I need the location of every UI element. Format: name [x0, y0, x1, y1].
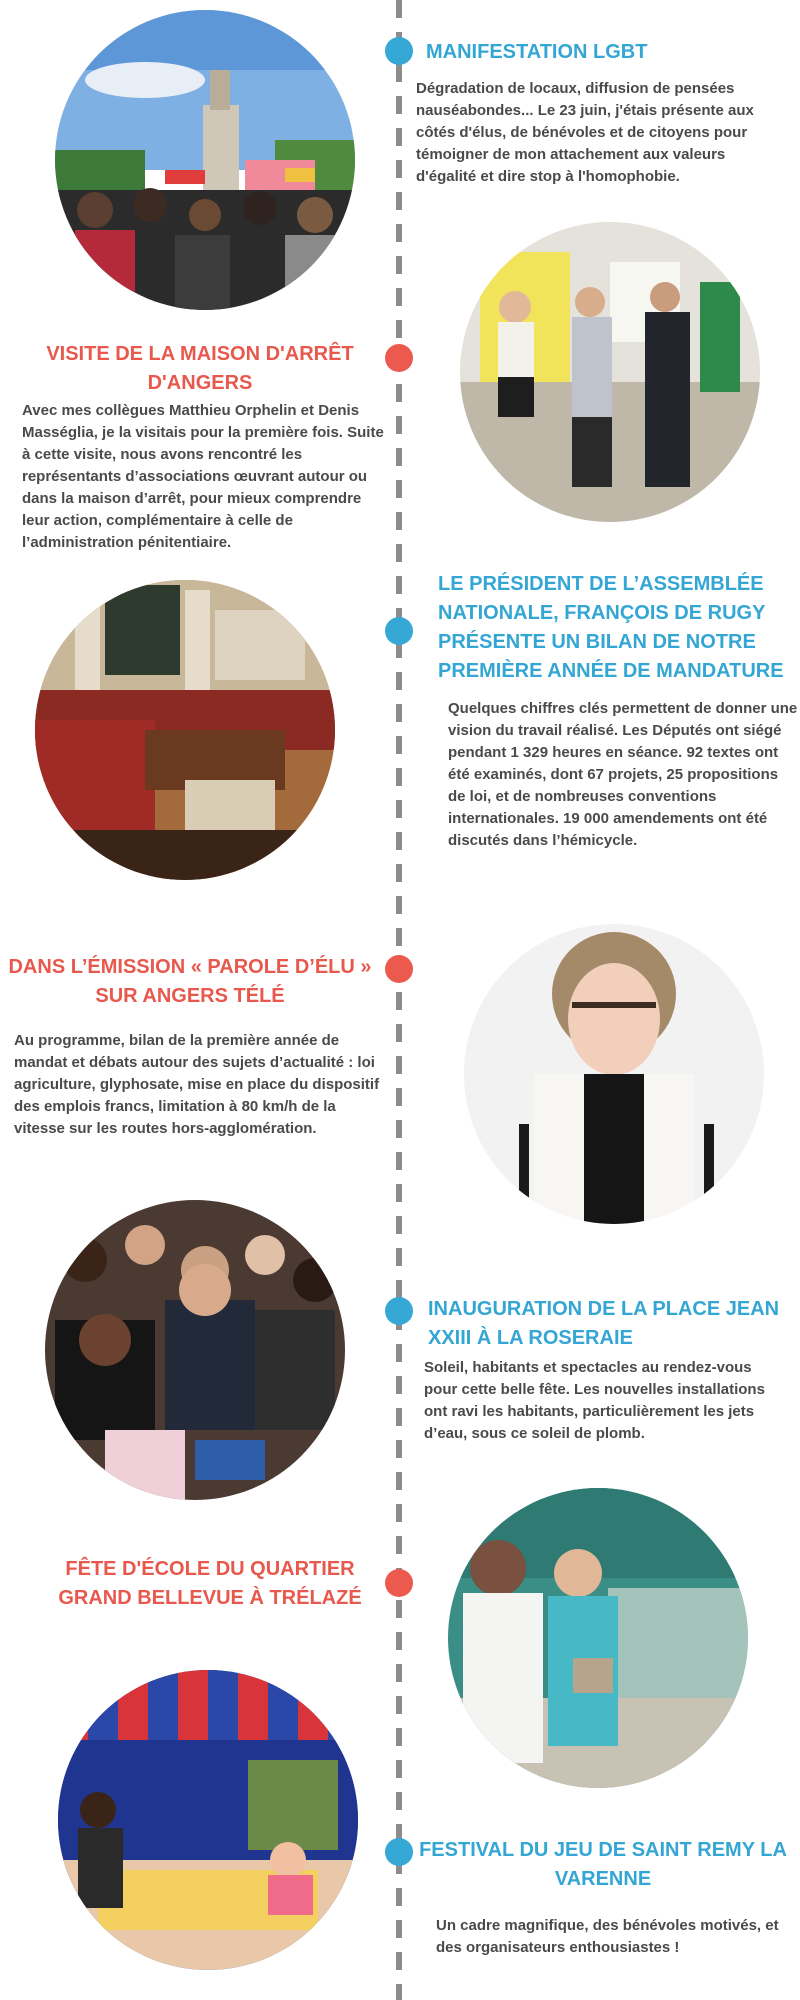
item-title: FESTIVAL DU JEU DE SAINT REMY LA VARENNE — [419, 1839, 787, 1890]
item-title: DANS L’ÉMISSION « PAROLE D’ÉLU » SUR ANGERS TÉLÉ — [8, 956, 372, 1007]
item-text: Avec mes collègues Matthieu Orphelin et Denis Masséglia, je la visitais pour la première fois. Suite à cette visite, nous avons rencontré les représentants d’associations œuvrant autour ou dans la maison d’arrêt, pour mieux comprendre leur action, complémentaire à celle de l’administration pénitentiaire. — [22, 402, 384, 551]
item-text: Soleil, habitants et spectacles au rendez-vous pour cette belle fête. Les nouvelles installations ont ravi les habitants, particulièrement les jets d’eau, sous ce soleil de plomb. — [424, 1359, 765, 1442]
timeline-dot — [385, 1297, 413, 1325]
item-text: Au programme, bilan de la première année de mandat et débats autour des sujets d’actualité : loi agriculture, glyphosate, mise en place du dispositif des emplois francs, limitation à 80 km/h de la vitesse sur les routes hors-agglomération. — [14, 1032, 380, 1137]
item-text: Un cadre magnifique, des bénévoles motivés, et des organisateurs enthousiastes ! — [436, 1917, 779, 1956]
item-text: Dégradation de locaux, diffusion de pensées nauséabondes... Le 23 juin, j'étais présente aux côtés d'élus, de bénévoles et de citoyens pour témoigner de mon attachement aux valeurs d'égalité et dire stop à l'homophobie. — [416, 80, 754, 185]
item-title: MANIFESTATION LGBT — [426, 41, 648, 63]
item-title: VISITE DE LA MAISON D'ARRÊT D'ANGERS — [46, 343, 354, 394]
timeline-dot — [385, 1838, 413, 1866]
item-text: Quelques chiffres clés permettent de donner une vision du travail réalisé. Les Députés ont siégé pendant 1 329 heures en séance. 92 textes ont été examinés, dont 67 projets, 25 propositions de loi, et de nombreuses conventions internationales. 19 000 amendements ont été discutés dans l’hémicycle. — [448, 700, 798, 849]
photo-tv-interview — [464, 924, 764, 1224]
photo-prison-visit — [460, 222, 760, 522]
photo-game-festival — [58, 1670, 358, 1970]
item-title: FÊTE D'ÉCOLE DU QUARTIER GRAND BELLEVUE À TRÉLAZÉ — [58, 1558, 362, 1609]
timeline-dot — [385, 617, 413, 645]
timeline-dot — [385, 37, 413, 65]
timeline-dot — [385, 955, 413, 983]
item-title: LE PRÉSIDENT DE L’ASSEMBLÉE NATIONALE, FRANÇOIS DE RUGY PRÉSENTE UN BILAN DE NOTRE PREMIÈRE ANNÉE DE MANDATURE — [438, 573, 784, 682]
timeline-dot — [385, 344, 413, 372]
timeline-dot — [385, 1569, 413, 1597]
photo-roseraie-inauguration — [45, 1200, 345, 1500]
photo-assemblee-nationale — [35, 580, 335, 880]
photo-lgbt-march — [55, 10, 355, 310]
timeline-line — [396, 0, 402, 2000]
item-title: INAUGURATION DE LA PLACE JEAN XXIII À LA ROSERAIE — [428, 1298, 780, 1349]
photo-school-fete — [448, 1488, 748, 1788]
